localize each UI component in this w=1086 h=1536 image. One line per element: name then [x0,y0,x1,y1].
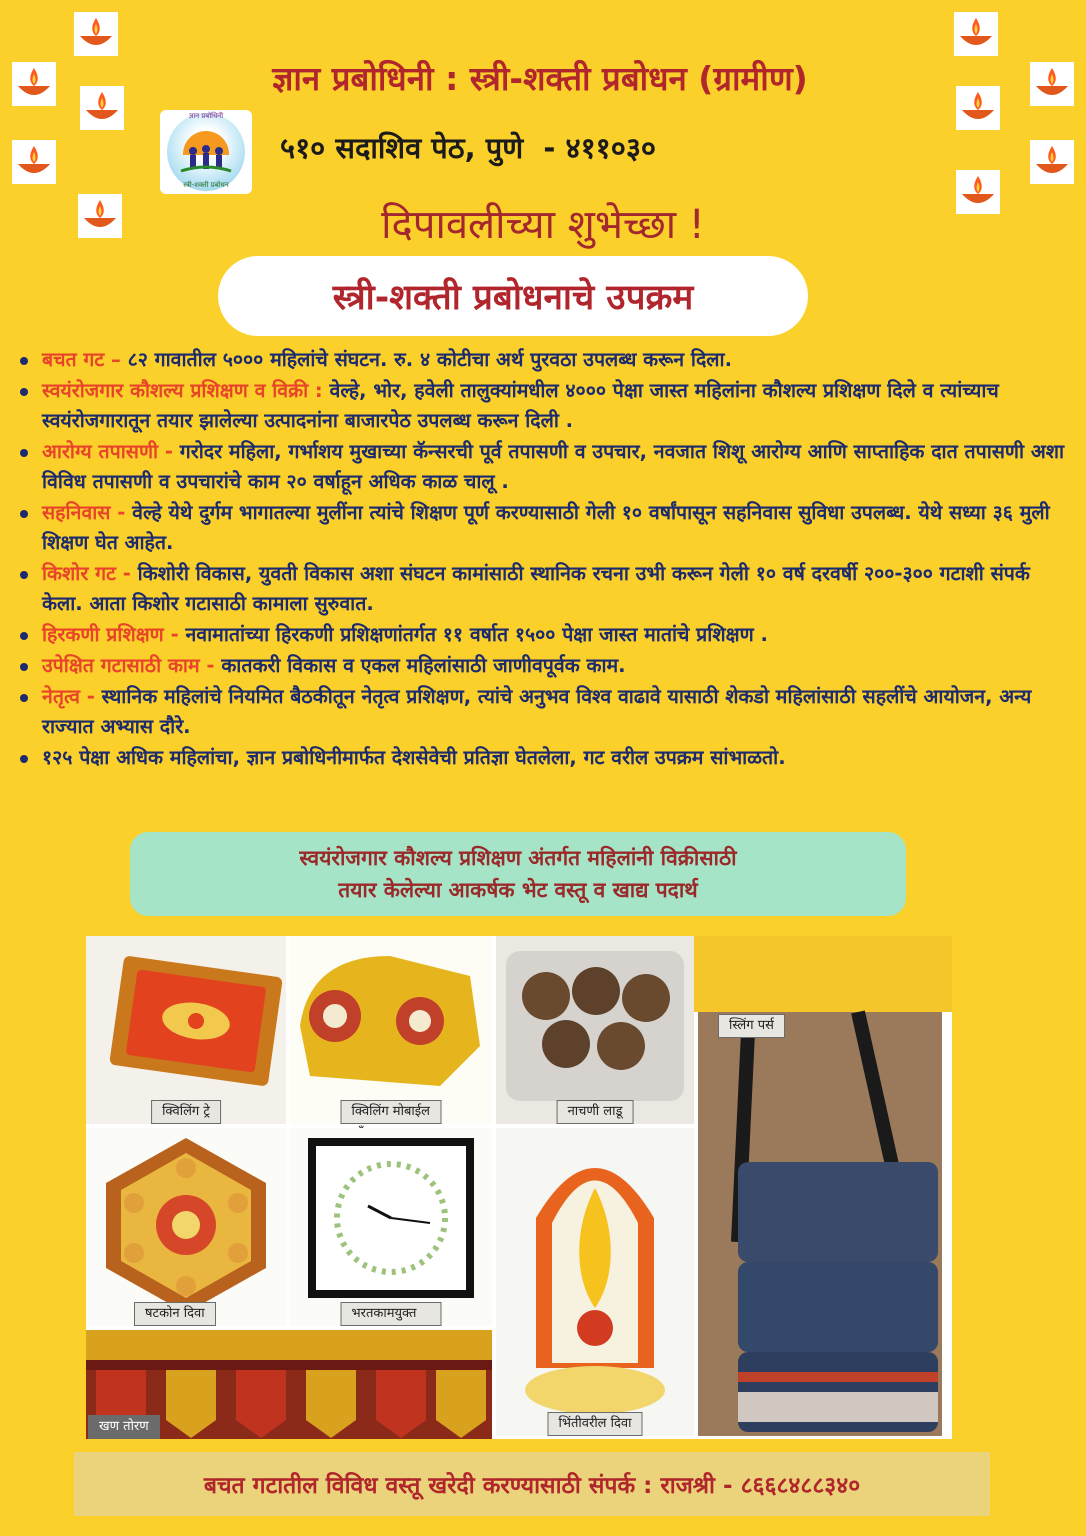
logo-text-bottom: स्त्री-शक्ती प्रबोधन [183,181,229,189]
diya-icon [12,140,56,184]
address: ५१० सदाशिव पेठ, पुणे - ४११०३० [280,131,656,165]
caption-ladoo: नाचणी लाडू [557,1100,634,1124]
contact-footer: बचत गटातील विविध वस्तू खरेदी करण्यासाठी संपर्क : राजश्री - ८६६८४८८३४० [74,1452,990,1516]
product-purse-photo [698,1012,942,1436]
diya-icon [1030,140,1074,184]
product-stand-photo [290,936,492,1124]
diya-icon [80,86,124,130]
list-item: स्वयंरोजगार कौशल्य प्रशिक्षण व विक्री : वेल्हे, भोर, हवेली तालुक्यांमधील ४००० पेक्षा जास्त महिलांना कौशल्य प्रशिक्षण दिले व त्यांच्याच स्वयंरोजगारातून तयार झालेल्या उत्पादनांना बाजारपेठ उपलब्ध करून दिली . [14,376,1074,436]
page-title: ज्ञान प्रबोधिनी : स्त्री-शक्ती प्रबोधन (ग्रामीण) [272,59,808,98]
diya-icon [956,86,1000,130]
diwali-greeting: दिपावलीच्या शुभेच्छा ! [381,202,705,248]
organization-logo [160,110,252,194]
caption-toran: खण तोरण [88,1415,160,1439]
list-item: किशोर गट - किशोरी विकास, युवती विकास अशा संघटन कामांसाठी स्थानिक रचना उभी करून गेली १० वर्ष दरवर्षी २००-३०० गटाशी संपर्क केला. आता किशोर गटासाठी कामाला सुरुवात. [14,559,1074,619]
section-title: स्त्री-शक्ती प्रबोधनाचे उपक्रम [218,256,808,336]
product-purse-backdrop [694,936,952,1012]
caption-diva: षटकोन दिवा [134,1302,216,1326]
products-photo-collage [86,936,952,1439]
products-heading: स्वयंरोजगार कौशल्य प्रशिक्षण अंतर्गत महिलांनी विक्रीसाठी तयार केलेल्या आकर्षक भेट वस्तू व खाद्य पदार्थ [130,832,906,916]
logo-text-top: ज्ञान प्रबोधिनी [188,112,224,120]
product-diva-photo [86,1128,286,1326]
caption-wall-diva: भिंतीवरील दिवा [547,1412,642,1436]
product-clock-photo [290,1128,492,1326]
product-tray-photo [86,936,286,1124]
list-item: सहनिवास - वेल्हे येथे दुर्गम भागातल्या मुलींना त्यांचे शिक्षण पूर्ण करण्यासाठी गेली १० वर्षांपासून सहनिवास सुविधा उपलब्ध. येथे सध्या ३६ मुली शिक्षण घेत आहेत. [14,498,1074,558]
diya-icon [1030,62,1074,106]
product-ladoo-photo [496,936,694,1124]
list-item: आरोग्य तपासणी - गरोदर महिला, गर्भाशय मुखाच्या कॅन्सरची पूर्व तपासणी व उपचार, नवजात शिशू आरोग्य आणि साप्ताहिक दात तपासणी अशा विविध तपासणी व उपचारांचे काम २० वर्षाहून अधिक काळ चालू . [14,437,1074,497]
diya-icon [74,12,118,56]
diya-icon [12,62,56,106]
caption-tray: क्विलिंग ट्रे [151,1100,221,1124]
list-item: हिरकणी प्रशिक्षण - नवामातांच्या हिरकणी प्रशिक्षणांतर्गत ११ वर्षात १५०० पेक्षा जास्त मातांचे प्रशिक्षण . [14,620,1074,650]
caption-purse: स्लिंग पर्स [718,1014,785,1038]
list-item: नेतृत्व - स्थानिक महिलांचे नियमित बैठकीतून नेतृत्व प्रशिक्षण, त्यांचे अनुभव विश्व वाढावे यासाठी शेकडो महिलांसाठी सहलींचे आयोजन, अन्य राज्यात अभ्यास दौरे. [14,682,1074,742]
caption-clock: भरतकामयुक्त [341,1302,442,1326]
list-item: उपेक्षित गटासाठी काम - कातकरी विकास व एकल महिलांसाठी जाणीवपूर्वक काम. [14,651,1074,681]
activities-list [14,345,1074,774]
diya-icon [954,12,998,56]
product-toran-photo [86,1330,492,1439]
list-item: बचत गट – ८२ गावातील ५००० महिलांचे संघटन. रु. ४ कोटीचा अर्थ पुरवठा उपलब्ध करून दिला. [14,345,1074,375]
list-item: १२५ पेक्षा अधिक महिलांचा, ज्ञान प्रबोधिनीमार्फत देशसेवेची प्रतिज्ञा घेतलेला, गट वरील उपक्रम सांभाळतो. [14,743,1074,773]
product-wall-diva-photo [496,1128,694,1436]
caption-stand: क्विलिंग मोबाईल [341,1100,442,1124]
